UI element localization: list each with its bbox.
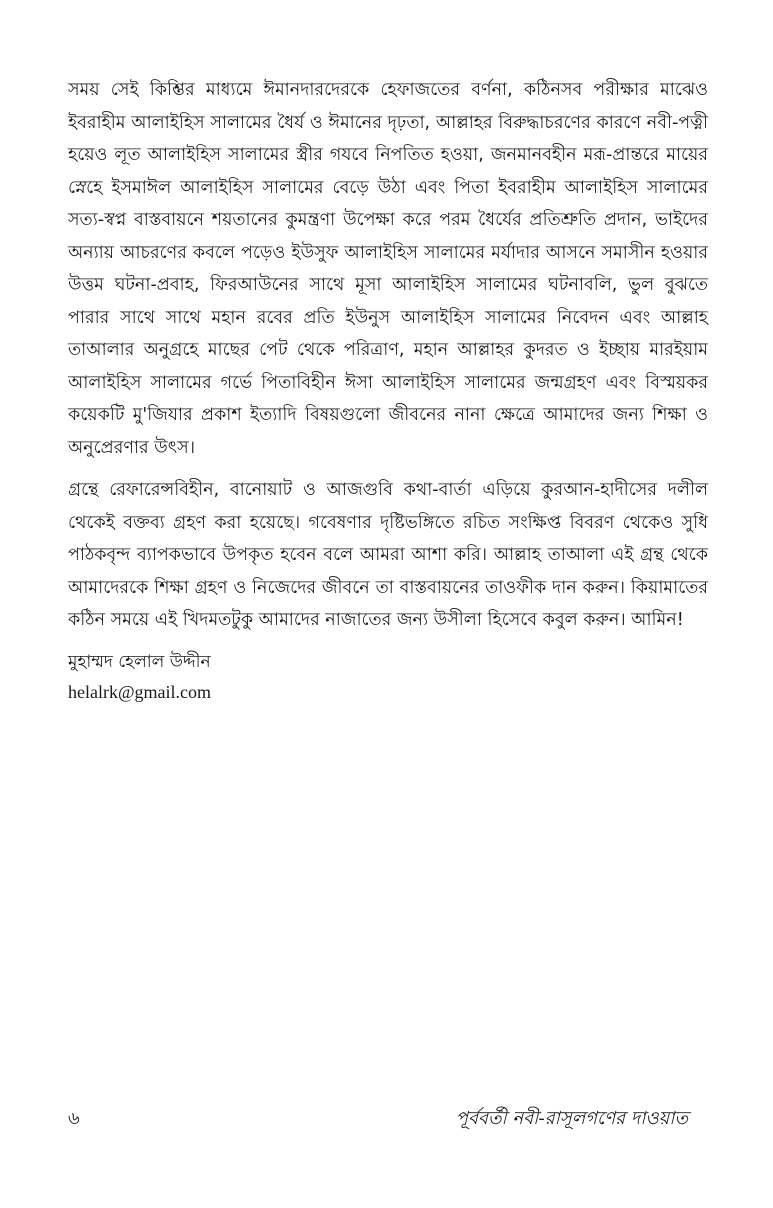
body-paragraph-1: সময় সেই কিশ্তির মাধ্যমে ঈমানদারদেরকে হেফাজতের বর্ণনা, কঠিনসব পরীক্ষার মাঝেও ইবরাহীম আলাইহিস সালামের ধৈর্য ও ঈমানের দৃঢ়তা, আল্লাহর বিরুদ্ধাচরণের কারণে নবী-পত্নী হয়েও লূত আলাইহিস সালামের স্ত্রীর গযবে নিপতিত হওয়া, জনমানবহীন মরূ-প্রান্তরে মায়ের স্নেহে ইসমাঈল আলাইহিস সালামের বেড়ে উঠা এবং পিতা ইবরাহীম আলাইহিস সালামের সত্য-স্বপ্ন বাস্তবায়নে শয়তানের কুমন্ত্রণা উপেক্ষা করে পরম ধৈর্যের প্রতিশ্রুতি প্রদান, ভাইদের অন্যায় আচরণের কবলে পড়েও ইউসুফ আলাইহিস সালামের মর্যাদার আসনে সমাসীন হওয়ার উত্তম ঘটনা-প্রবাহ, ফিরআউনের সাথে মূসা আলাইহিস সালামের ঘটনাবলি, ভুল বুঝতে পারার সাথে সাথে মহান রবের প্রতি ইউনুস আলাইহিস সালামের নিবেদন এবং আল্লাহ তাআলার অনুগ্রহে মাছের পেট থেকে পরিত্রাণ, মহান আল্লাহর কুদরত ও ইচ্ছায় মারইয়াম আলাইহিস সালামের গর্ভে পিতাবিহীন ঈসা আলাইহিস সালামের জন্মগ্রহণ এবং বিস্ময়কর কয়েকটি মু'জিযার প্রকাশ ইত্যাদি বিষয়গুলো জীবনের নানা ক্ষেত্রে আমাদের জন্য শিক্ষা ও অনুপ্রেরণার উৎস। <box>68 80 708 458</box>
running-footer-title: পূর্ববর্তী নবী-রাসূলগণের দাওয়াত <box>455 1108 688 1129</box>
author-email: helalrk@gmail.com <box>68 681 212 702</box>
signature-block <box>68 649 708 705</box>
page-content <box>68 74 708 705</box>
page-number: ৬ <box>68 1108 80 1129</box>
body-paragraph-2: গ্রন্থে রেফারেন্সবিহীন, বানোয়াট ও আজগুবি কথা-বার্তা এড়িয়ে কুরআন-হাদীসের দলীল থেকেই বক্তব্য গ্রহণ করা হয়েছে। গবেষণার দৃষ্টিভঙ্গিতে রচিত সংক্ষিপ্ত বিবরণ থেকেও সুধি পাঠকবৃন্দ ব্যাপকভাবে উপকৃত হবেন বলে আমরা আশা করি। আল্লাহ তাআলা এই গ্রন্থ থেকে আমাদেরকে শিক্ষা গ্রহণ ও নিজেদের জীবনে তা বাস্তবায়নের তাওফীক দান করুন। কিয়ামাতের কঠিন সময়ে এই খিদমতটুকু আমাদের নাজাতের জন্য উসীলা হিসেবে কবুল করুন। আমিন! <box>68 480 708 630</box>
author-name: মুহাম্মদ হেলাল উদ্দীন <box>68 651 211 672</box>
